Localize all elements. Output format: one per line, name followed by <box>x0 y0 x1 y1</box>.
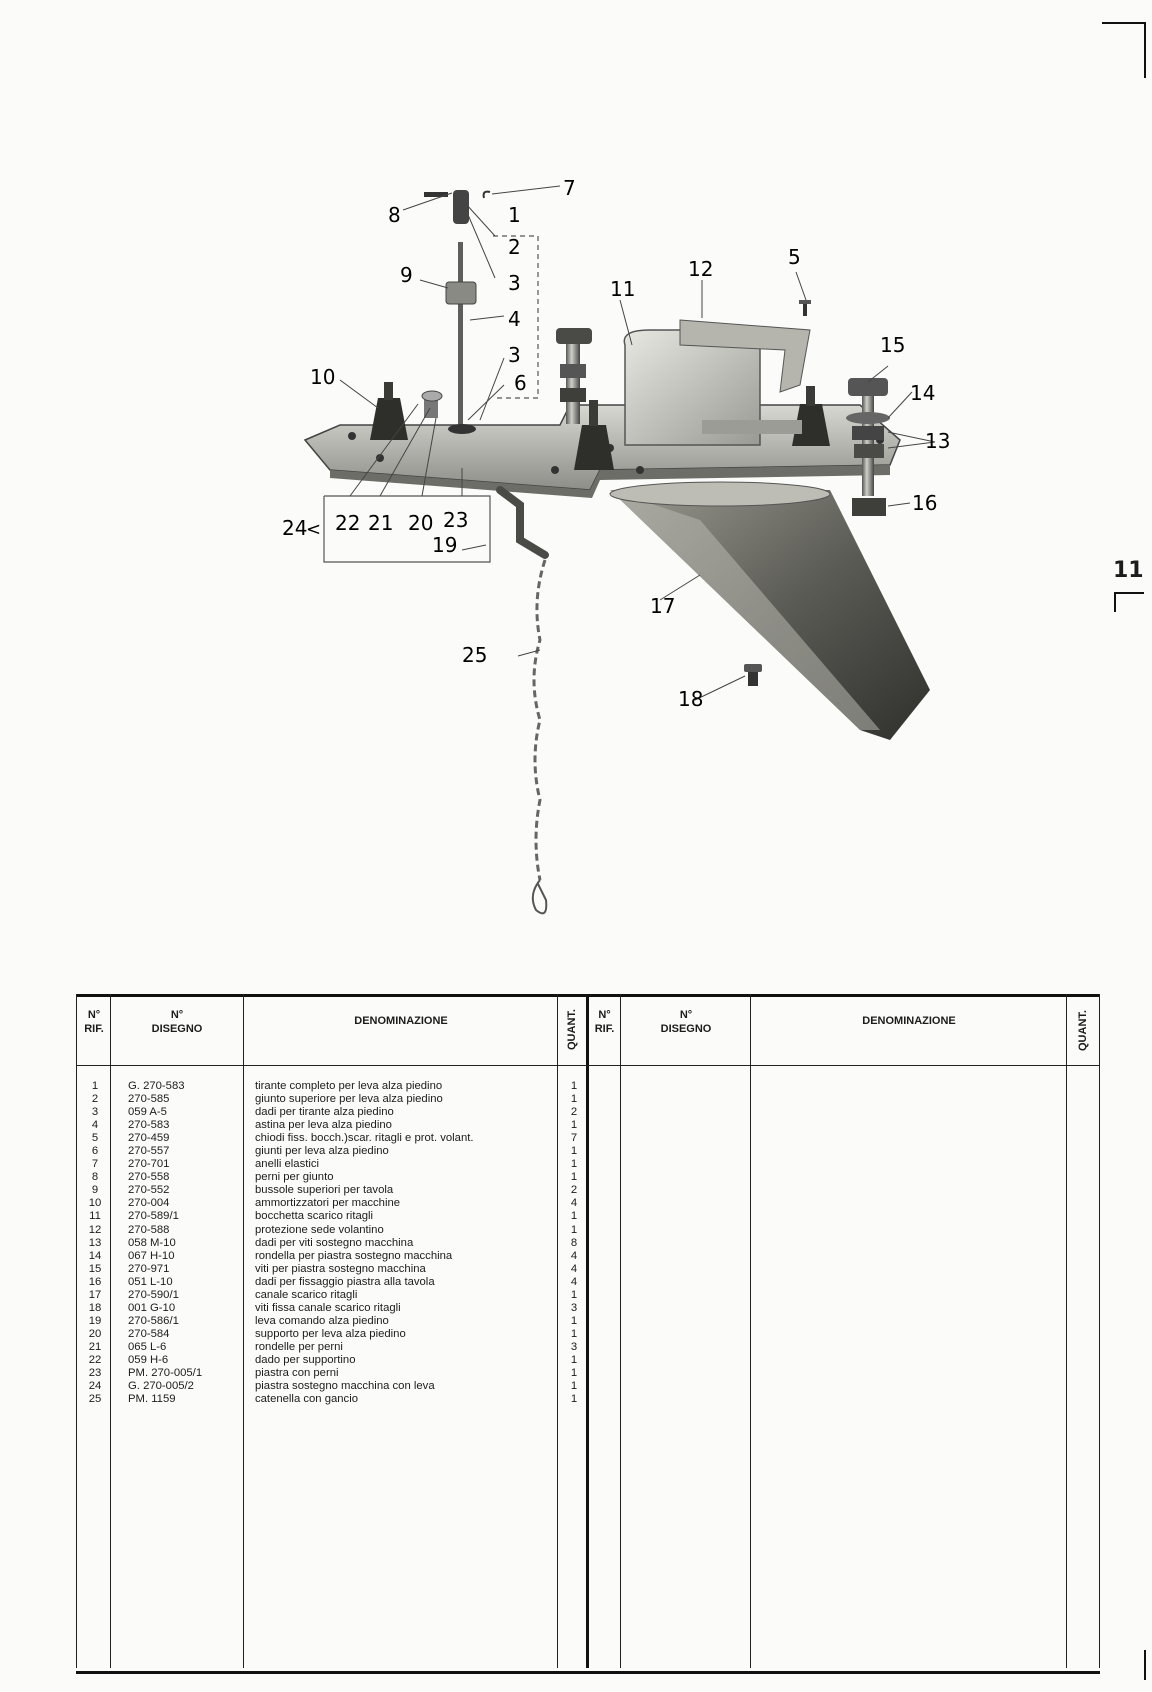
table-cell-disegno: 270-586/1 <box>128 1314 179 1327</box>
table-cell-qty: 1 <box>570 1380 578 1393</box>
callout-label: 22 <box>335 511 361 535</box>
table-cell-rif: 11 <box>89 1210 101 1223</box>
table-cell-disegno: 059 H-6 <box>128 1353 169 1366</box>
table-cell-qty: 1 <box>570 1093 578 1106</box>
table-cell-disegno: PM. 1159 <box>128 1393 176 1406</box>
table-cell-rif: 3 <box>91 1106 99 1119</box>
table-cell-den: dadi per viti sostegno macchina <box>255 1236 414 1249</box>
table-rule <box>110 994 111 1668</box>
table-cell-den: anelli elastici <box>255 1158 320 1171</box>
table-cell-den: piastra con perni <box>255 1367 339 1380</box>
table-cell-disegno: 270-701 <box>128 1158 170 1171</box>
table-cell-qty: 2 <box>570 1184 578 1197</box>
table-cell-rif: 4 <box>91 1119 99 1132</box>
table-cell-qty: 1 <box>570 1158 578 1171</box>
header-denominazione: DENOMINAZIONE <box>862 1015 956 1027</box>
table-cell-qty: 3 <box>570 1340 578 1353</box>
callout-label: 17 <box>650 594 676 618</box>
header-quant: QUANT. <box>566 1009 578 1050</box>
table-cell-rif: 5 <box>91 1132 99 1145</box>
table-cell-disegno: 065 L-6 <box>128 1340 167 1353</box>
table-header-rule <box>76 1065 1100 1066</box>
table-cell-qty: 1 <box>570 1210 578 1223</box>
table-cell-disegno: 270-589/1 <box>128 1210 179 1223</box>
table-cell-disegno: 270-459 <box>128 1132 170 1145</box>
table-cell-den: rondelle per perni <box>255 1340 343 1353</box>
table-cell-den: catenella con gancio <box>255 1393 359 1406</box>
table-cell-qty: 4 <box>570 1197 578 1210</box>
table-cell-rif: 2 <box>91 1093 99 1106</box>
header-rif: N° RIF. <box>594 1009 615 1035</box>
callout-label: 18 <box>678 687 704 711</box>
page-number: 11 <box>1113 558 1144 583</box>
callout-label: 16 <box>912 491 938 515</box>
table-cell-qty: 4 <box>570 1262 578 1275</box>
guard-part <box>624 320 810 445</box>
table-cell-qty: 8 <box>570 1236 578 1249</box>
table-cell-den: rondella per piastra sostegno macchina <box>255 1249 453 1262</box>
header-disegno: N° DISEGNO <box>660 1009 712 1035</box>
table-cell-rif: 17 <box>88 1288 102 1301</box>
table-cell-qty: 1 <box>570 1119 578 1132</box>
table-cell-rif: 25 <box>88 1393 102 1406</box>
table-cell-den: giunto superiore per leva alza piedino <box>255 1093 443 1106</box>
table-cell-qty: 1 <box>570 1223 578 1236</box>
table-cell-rif: 24 <box>88 1380 102 1393</box>
table-cell-disegno: 270-552 <box>128 1184 170 1197</box>
table-cell-qty: 1 <box>570 1327 578 1340</box>
table-cell-disegno: 270-584 <box>128 1327 170 1340</box>
callout-label: 14 <box>910 381 936 405</box>
callout-label: 6 <box>514 371 527 395</box>
table-cell-qty: 2 <box>570 1106 578 1119</box>
table-cell-den: chiodi fiss. bocch.)scar. ritagli e prot. volant. <box>255 1132 474 1145</box>
callout-label: 13 <box>925 429 951 453</box>
table-cell-den: perni per giunto <box>255 1171 334 1184</box>
table-cell-rif: 16 <box>88 1275 102 1288</box>
table-cell-disegno: 270-590/1 <box>128 1288 179 1301</box>
table-cell-rif: 1 <box>91 1080 99 1092</box>
table-cell-den: leva comando alza piedino <box>255 1314 389 1327</box>
callout-label: 9 <box>400 263 413 287</box>
table-cell-den: piastra sostegno macchina con leva <box>255 1380 435 1393</box>
table-cell-qty: 1 <box>570 1393 578 1406</box>
crop-mark <box>1144 1650 1146 1680</box>
table-rule <box>243 994 244 1668</box>
table-cell-disegno: 059 A-5 <box>128 1106 167 1119</box>
table-cell-den: supporto per leva alza piedino <box>255 1327 406 1340</box>
callout-label: 7 <box>563 176 576 200</box>
table-cell-qty: 7 <box>570 1132 578 1145</box>
callout-label: 3 <box>508 343 521 367</box>
table-cell-den: dado per supportino <box>255 1353 356 1366</box>
table-cell-den: ammortizzatori per macchine <box>255 1197 401 1210</box>
table-cell-disegno: 051 L-10 <box>128 1275 173 1288</box>
table-cell-disegno: 058 M-10 <box>128 1236 176 1249</box>
column-rif <box>84 1080 106 1406</box>
table-rule <box>557 994 558 1668</box>
header-quant: QUANT. <box>1077 1010 1089 1051</box>
table-cell-rif: 10 <box>88 1197 102 1210</box>
table-cell-rif: 22 <box>88 1353 102 1366</box>
table-cell-rif: 7 <box>91 1158 99 1171</box>
callout-label: 15 <box>880 333 906 357</box>
column-disegno <box>128 1080 238 1406</box>
table-cell-disegno: 270-004 <box>128 1197 170 1210</box>
table-cell-qty: 1 <box>570 1367 578 1380</box>
table-cell-qty: 1 <box>570 1353 578 1366</box>
table-cell-rif: 21 <box>88 1340 102 1353</box>
table-cell-qty: 1 <box>570 1145 578 1158</box>
callout-label: 21 <box>368 511 394 535</box>
callout-label: 25 <box>462 643 488 667</box>
table-cell-qty: 1 <box>570 1171 578 1184</box>
callout-label: 24 <box>282 516 308 540</box>
table-rule <box>750 994 751 1668</box>
table-cell-rif: 15 <box>88 1262 102 1275</box>
table-cell-disegno: 270-557 <box>128 1145 170 1158</box>
table-cell-den: protezione sede volantino <box>255 1223 384 1236</box>
header-disegno: N° DISEGNO <box>151 1009 203 1035</box>
callout-label: 23 <box>443 508 469 532</box>
table-cell-rif: 9 <box>91 1184 99 1197</box>
table-rule <box>586 994 589 1668</box>
table-cell-disegno: PM. 270-005/1 <box>128 1367 203 1380</box>
table-cell-disegno: 001 G-10 <box>128 1301 176 1314</box>
table-cell-rif: 8 <box>91 1171 99 1184</box>
table-cell-qty: 4 <box>570 1249 578 1262</box>
callout-label: 1 <box>508 203 521 227</box>
table-cell-den: bocchetta scarico ritagli <box>255 1210 374 1223</box>
table-cell-qty: 1 <box>570 1314 578 1327</box>
chain-part <box>533 560 546 913</box>
table-cell-qty: 4 <box>570 1275 578 1288</box>
callout-label: 5 <box>788 245 801 269</box>
table-cell-qty: 1 <box>570 1080 578 1092</box>
table-cell-disegno: 067 H-10 <box>128 1249 175 1262</box>
table-cell-disegno: G. 270-005/2 <box>128 1380 194 1393</box>
table-cell-disegno: 270-971 <box>128 1262 170 1275</box>
table-cell-disegno: 270-585 <box>128 1093 170 1106</box>
table-cell-rif: 23 <box>88 1367 102 1380</box>
table-cell-den: dadi per fissaggio piastra alla tavola <box>255 1275 435 1288</box>
callout-label: 11 <box>610 277 636 301</box>
table-cell-den: canale scarico ritagli <box>255 1288 358 1301</box>
table-cell-qty: 3 <box>570 1301 578 1314</box>
table-cell-den: astina per leva alza piedino <box>255 1119 392 1132</box>
table-cell-den: dadi per tirante alza piedino <box>255 1106 394 1119</box>
callout-label: 19 <box>432 533 458 557</box>
callout-label: 10 <box>310 365 336 389</box>
callout-label: 2 <box>508 235 521 259</box>
table-cell-rif: 18 <box>88 1301 102 1314</box>
callout-label: 8 <box>388 203 401 227</box>
table-cell-rif: 19 <box>88 1314 102 1327</box>
callout-label: 4 <box>508 307 521 331</box>
table-cell-disegno: 270-588 <box>128 1223 170 1236</box>
table-rule <box>1099 994 1100 1668</box>
table-cell-den: tirante completo per leva alza piedino <box>255 1080 443 1092</box>
table-cell-rif: 14 <box>88 1249 102 1262</box>
table-cell-rif: 12 <box>88 1223 102 1236</box>
header-rif: N° RIF. <box>84 1009 104 1035</box>
callout-label: 12 <box>688 257 714 281</box>
table-cell-disegno: 270-558 <box>128 1171 170 1184</box>
table-rule <box>1066 994 1067 1668</box>
column-denominazione <box>255 1080 555 1406</box>
table-cell-rif: 6 <box>91 1145 99 1158</box>
table-cell-disegno: 270-583 <box>128 1119 170 1132</box>
table-cell-den: bussole superiori per tavola <box>255 1184 394 1197</box>
table-cell-rif: 20 <box>88 1327 102 1340</box>
callout-label: 20 <box>408 511 434 535</box>
column-quant <box>564 1080 584 1406</box>
table-rule <box>76 994 77 1668</box>
table-cell-den: giunti per leva alza piedino <box>255 1145 389 1158</box>
callout-label: 3 <box>508 271 521 295</box>
table-cell-disegno: G. 270-583 <box>128 1080 185 1092</box>
header-denominazione: DENOMINAZIONE <box>354 1015 448 1027</box>
table-rule <box>620 994 621 1668</box>
table-cell-qty: 1 <box>570 1288 578 1301</box>
table-cell-den: viti fissa canale scarico ritagli <box>255 1301 401 1314</box>
table-cell-rif: 13 <box>88 1236 102 1249</box>
brace-glyph: < <box>306 519 322 540</box>
table-cell-den: viti per piastra sostegno macchina <box>255 1262 426 1275</box>
